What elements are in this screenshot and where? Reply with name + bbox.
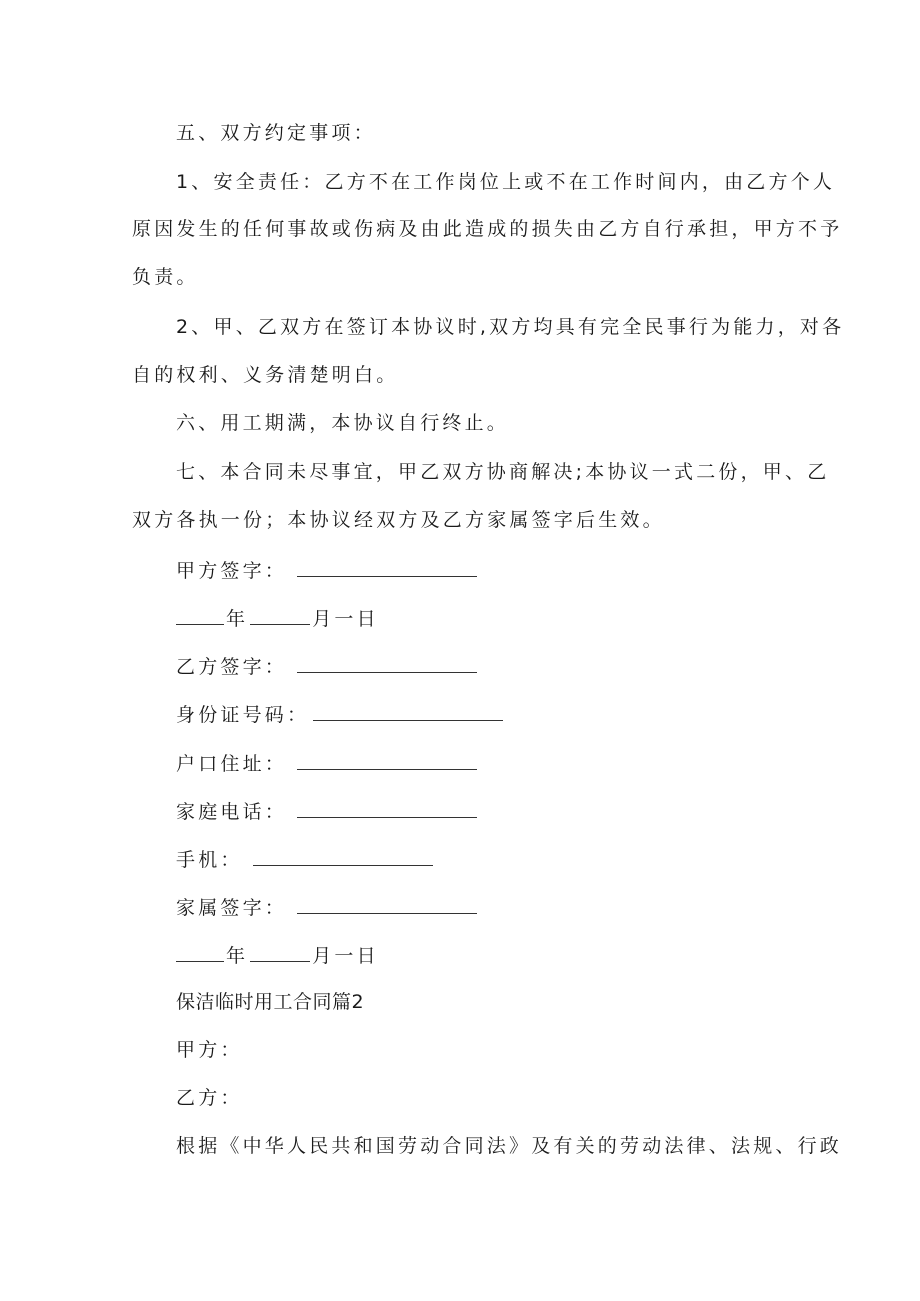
item2-line1: 2、甲、乙双方在签订本协议时,双方均具有完全民事行为能力，对各 bbox=[176, 316, 845, 338]
household-address-blank[interactable] bbox=[297, 749, 477, 770]
section5-title: 五、双方约定事项： bbox=[176, 122, 376, 144]
date1-row bbox=[176, 604, 379, 631]
party-a-sign-row bbox=[176, 556, 477, 583]
date1-year-label: 年 bbox=[226, 608, 249, 630]
party-a-label: 甲方： bbox=[176, 1039, 243, 1061]
home-phone-blank[interactable] bbox=[297, 797, 477, 818]
date2-year-blank[interactable] bbox=[176, 941, 224, 962]
party-b-sign-label: 乙方签字： bbox=[176, 656, 288, 678]
date2-row bbox=[176, 941, 379, 968]
home-phone-label: 家庭电话： bbox=[176, 801, 288, 823]
mobile-label: 手机： bbox=[176, 849, 243, 871]
section7-line2: 双方各执一份；本协议经双方及乙方家属签字后生效。 bbox=[132, 509, 665, 531]
date2-month-label: 月一日 bbox=[312, 945, 379, 967]
party-b-sign-row bbox=[176, 652, 477, 679]
mobile-blank[interactable] bbox=[253, 845, 433, 866]
mobile-row bbox=[176, 845, 433, 872]
item1-line1: 1、安全责任：乙方不在工作岗位上或不在工作时间内，由乙方个人 bbox=[176, 171, 836, 193]
party-b-label: 乙方： bbox=[176, 1087, 243, 1109]
item1-line2: 原因发生的任何事故或伤病及由此造成的损失由乙方自行承担，甲方不予 bbox=[132, 218, 843, 240]
family-sign-row bbox=[176, 893, 477, 920]
id-number-row bbox=[176, 700, 503, 727]
item1-line3: 负责。 bbox=[132, 266, 199, 288]
id-number-label: 身份证号码： bbox=[176, 704, 310, 726]
date1-month-label: 月一日 bbox=[312, 608, 379, 630]
party-b-sign-blank[interactable] bbox=[297, 652, 477, 673]
section6-text: 六、用工期满，本协议自行终止。 bbox=[176, 412, 510, 434]
family-sign-label: 家属签字： bbox=[176, 897, 288, 919]
date1-year-blank[interactable] bbox=[176, 604, 224, 625]
item2-line2: 自的权利、义务清楚明白。 bbox=[132, 364, 399, 386]
home-phone-row bbox=[176, 797, 477, 824]
id-number-blank[interactable] bbox=[313, 700, 503, 721]
section7-line1: 七、本合同未尽事宜，甲乙双方协商解决;本协议一式二份，甲、乙 bbox=[176, 461, 830, 483]
party-a-sign-blank[interactable] bbox=[297, 556, 477, 577]
family-sign-blank[interactable] bbox=[297, 893, 477, 914]
basis-line: 根据《中华人民共和国劳动合同法》及有关的劳动法律、法规、行政 bbox=[176, 1135, 843, 1157]
date2-month-blank[interactable] bbox=[250, 941, 310, 962]
date2-year-label: 年 bbox=[226, 945, 249, 967]
party-a-sign-label: 甲方签字： bbox=[176, 560, 288, 582]
household-address-label: 户口住址： bbox=[176, 753, 288, 775]
contract2-title: 保洁临时用工合同篇2 bbox=[176, 991, 365, 1013]
date1-month-blank[interactable] bbox=[250, 604, 310, 625]
household-address-row bbox=[176, 749, 477, 776]
